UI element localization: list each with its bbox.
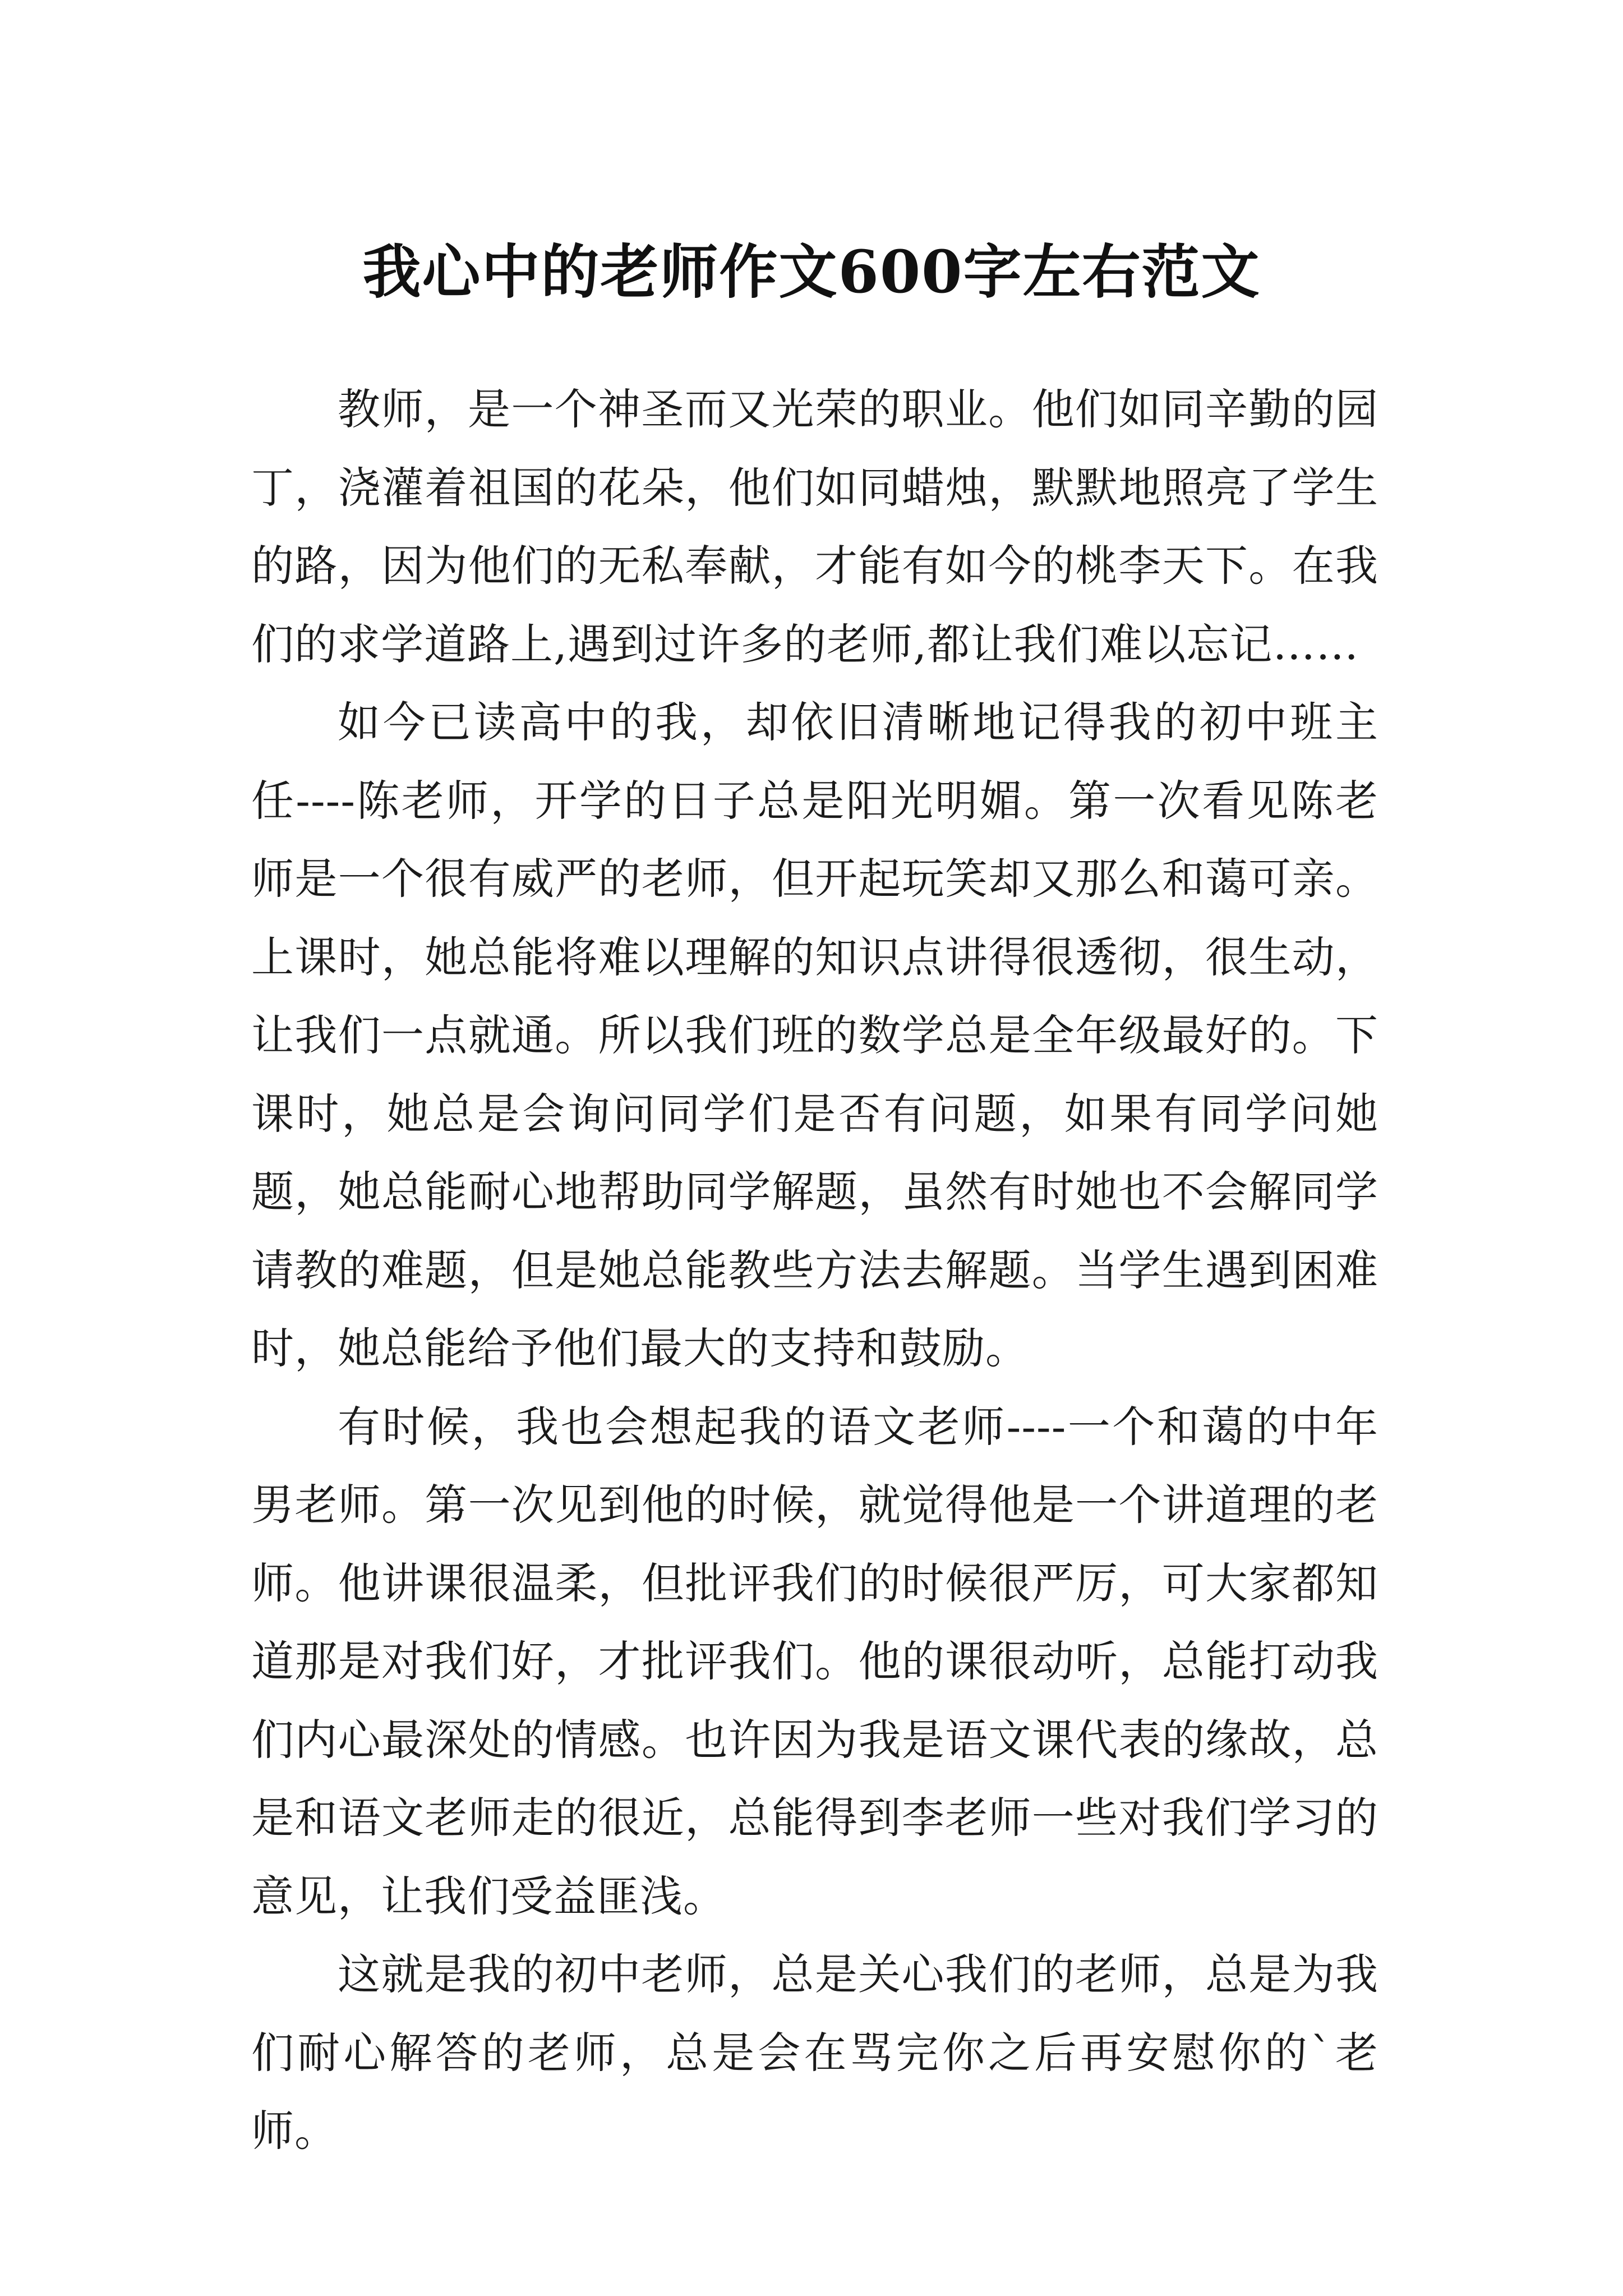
document-body xyxy=(251,370,1378,2170)
paragraph: 教师，是一个神圣而又光荣的职业。他们如同辛勤的园丁，浇灌着祖国的花朵，他们如同蜡烛，默默地照亮了学生的路，因为他们的无私奉献，才能有如今的桃李天下。在我们的求学道路上,遇到过许多的老师,都让我们难以忘记…… xyxy=(251,384,1378,669)
paragraph: 有时候，我也会想起我的语文老师----一个和蔼的中年男老师。第一次见到他的时候，就觉得他是一个讲道理的老师。他讲课很温柔，但批评我们的时候很严厉，可大家都知道那是对我们好，才批评我们。他的课很动听，总能打动我们内心最深处的情感。也许因为我是语文课代表的缘故，总是和语文老师走的很近，总能得到李老师一些对我们学习的意见，让我们受益匪浅。 xyxy=(251,1401,1378,1921)
document-title: 我心中的老师作文600字左右范文 xyxy=(362,237,1261,306)
paragraph: 这就是我的初中老师，总是关心我们的老师，总是为我们耐心解答的老师，总是会在骂完你之后再安慰你的`老师。 xyxy=(251,1949,1378,2156)
paragraph: 如今已读高中的我，却依旧清晰地记得我的初中班主任----陈老师，开学的日子总是阳光明媚。第一次看见陈老师是一个很有威严的老师，但开起玩笑却又那么和蔼可亲。上课时，她总能将难以理解的知识点讲得很透彻，很生动，让我们一点就通。所以我们班的数学总是全年级最好的。下课时，她总是会询问同学们是否有问题，如果有同学问她题，她总能耐心地帮助同学解题，虽然有时她也不会解同学请教的难题，但是她总能教些方法去解题。当学生遇到困难时，她总能给予他们最大的支持和鼓励。 xyxy=(251,697,1378,1373)
